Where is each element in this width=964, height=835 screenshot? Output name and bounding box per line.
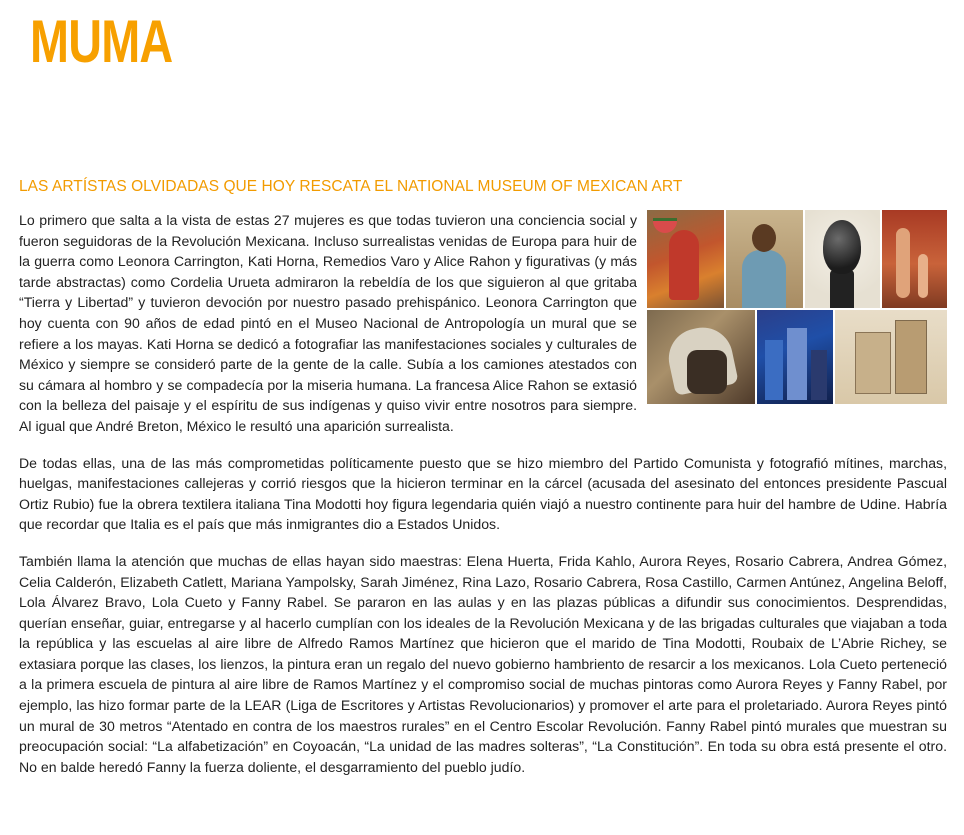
- site-logo[interactable]: MUMA: [30, 8, 173, 75]
- article-paragraph-3: También llama la atención que muchas de ellas hayan sido maestras: Elena Huerta, Frida Kahlo, Aurora Reyes, Rosario Cabrera, Andrea Gómez, Celia Calderón, Elizabeth Catlett, Mariana Yampolsky, Sarah Jiménez, Rina Lazo, Rosario Cabrera, Rosa Castillo, Carmen Antúnez, Angelina Beloff, Lola Álvarez Bravo, Lola Cueto y Fanny Rabel. Se pararon en las aulas y en las plazas públicas a difundir sus conocimientos. Desprendidas, querían enseñar, guiar, entregarse y al hacerlo cumplían con los ideales de la Revolución Mexicana y de las brigadas culturales que viajaban a toda la república y las escuelas al aire libre de Alfredo Ramos Martínez que hicieron que el marido de Tina Modotti, Roubaix de L’Abrie Richey, se extasiara porque las clases, los lienzos, la pintura eran un regalo del nuevo gobierno hambriento de resarcir a los mexicanos. Lola Cueto perteneció a la primera escuela de pintura al aire libre de Ramos Martínez y el compromiso social de muchas pintoras como Aurora Reyes y Fanny Rabel, por ejemplo, las hizo formar parte de la LEAR (Liga de Escritores y Artistas Revolucionarios) y promover el arte para el proletariado. Aurora Reyes pintó un mural de 30 metros “Atentado en contra de los maestros rurales” en el Centro Escolar Revolución. Fanny Rabel pintó murales que muestran su preocupación social: “La alfabetización” en Coyoacán, “La unidad de las madres solteras”, “La Constitución”. En toda su obra está presente el otro. No en balde heredó Fanny la fuerza doliente, el desgarramiento del pueblo judío.: [19, 552, 947, 775]
- painting-resting-figure: [647, 310, 755, 404]
- painting-nude-figures: [882, 210, 947, 308]
- painting-buildings: [835, 310, 947, 404]
- sculpture-dark-bust: [805, 210, 880, 308]
- painting-portrait-woman: [726, 210, 803, 308]
- painting-woman-watermelon: [647, 210, 724, 308]
- article-body: [19, 210, 947, 793]
- article-paragraph-2: De todas ellas, una de las más comprometidas políticamente puesto que se hizo miembro del Partido Comunista y fotografió mítines, marchas, huelgas, manifestaciones callejeras y corrió riesgos que la hicieron terminar en la cárcel (acusada del asesinato del entonces presidente Pascual Ortiz Rubio) fue la obrera textilera italiana Tina Modotti hoy figura legendaria quién viajó a nuestro continente para huir del hambre de Udine. Habría que recordar que Italia es el país que más inmigrantes dio a Estados Unidos.: [19, 454, 947, 533]
- article-headline: LAS ARTÍSTAS OLVIDADAS QUE HOY RESCATA EL NATIONAL MUSEUM OF MEXICAN ART: [19, 178, 683, 195]
- painting-blue-cityscape: [757, 310, 833, 404]
- artwork-collage-image: [647, 210, 947, 404]
- article-paragraph-1: Lo primero que salta a la vista de estas 27 mujeres es que todas tuvieron una conciencia social y fueron seguidoras de la Revolución Mexicana. Incluso surrealistas venidas de Europa para huir de la guerra como Leonora Carrington, Kati Horna, Remedios Varo y Alice Rahon y figurativas (y más tarde abstractas) como Cordelia Urueta admiraron la rebeldía de los que siguieron al que gritaba “Tierra y Libertad” y tuvieron devoción por nuestro pasado prehispánico. Leonora Carrington que hoy cuenta con 90 años de edad pintó en el Museo Nacional de Antropología un mural que se refiere a los mayas. Kati Horna se dedicó a fotografiar las manifestaciones sociales y culturales de México y siempre se consideró parte de la gente de la calle. Subía a los camiones atestados con su cámara al hombro y se compadecía por la miseria humana. La francesa Alice Rahon se extasió con la belleza del paisaje y el espíritu de sus indígenas y quiso vivir entre nosotros para siempre. Al igual que André Breton, México le resultó una aparición surrealista.: [19, 212, 637, 434]
